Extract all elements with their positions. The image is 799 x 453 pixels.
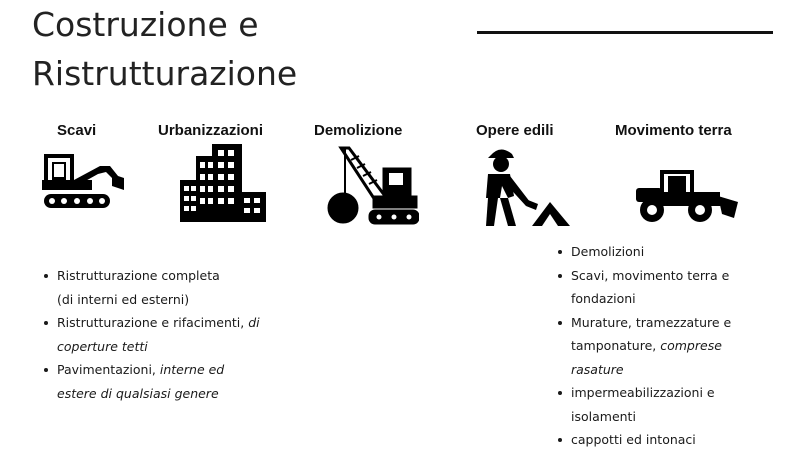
list-item-line: Ristrutturazione completa — [57, 268, 220, 283]
buildings-icon — [178, 142, 268, 224]
list-item-text: Ristrutturazione e rifacimenti, — [57, 315, 249, 330]
list-item — [43, 264, 343, 311]
title-line-1: Costruzione e — [32, 5, 259, 44]
list-item — [557, 311, 789, 382]
excavator-icon — [40, 150, 128, 212]
category-movimento-terra-label: Movimento terra — [615, 122, 732, 139]
category-demolizione-label: Demolizione — [314, 122, 403, 139]
list-item — [43, 358, 343, 405]
list-item-line — [57, 311, 343, 335]
list-item — [557, 240, 789, 264]
list-item — [557, 381, 789, 428]
list-item-italic-text: coperture tetti — [57, 338, 148, 354]
list-item-line: fondazioni — [571, 291, 636, 306]
list-item-line: isolamenti — [571, 408, 636, 424]
left-services-list — [43, 264, 343, 405]
list-item — [43, 311, 343, 358]
list-item-italic-text: rasature — [571, 361, 624, 377]
list-item-text: tamponature, — [571, 338, 661, 353]
list-item — [557, 428, 789, 452]
list-item-line: Scavi, movimento terra e — [571, 267, 730, 283]
wheel-loader-icon — [630, 168, 740, 224]
list-item-italic-text: di — [248, 315, 260, 330]
list-item-line — [571, 334, 789, 358]
title-line-2: Ristrutturazione — [32, 54, 298, 93]
right-services-list — [557, 240, 789, 452]
category-opere-edili-label: Opere edili — [476, 122, 554, 139]
page-title — [32, 0, 297, 98]
list-item-line: Demolizioni — [571, 244, 645, 259]
list-item-italic-text: comprese — [660, 338, 722, 353]
list-item — [557, 264, 789, 311]
list-item-italic-text: estere di qualsiasi genere — [57, 385, 219, 401]
list-item-italic-text: interne ed — [159, 362, 225, 377]
demolition-crane-icon — [327, 146, 419, 226]
list-item-line: Murature, tramezzature e — [571, 314, 732, 330]
list-item-line — [57, 358, 343, 382]
divider-line — [477, 31, 773, 34]
category-scavi-label: Scavi — [57, 122, 97, 139]
category-urbanizzazioni-label: Urbanizzazioni — [158, 122, 264, 139]
list-item-line: impermeabilizzazioni e — [571, 385, 715, 400]
list-item-line: cappotti ed intonaci — [571, 432, 696, 447]
list-item-text: Pavimentazioni, — [57, 362, 160, 377]
list-item-line: (di interni ed esterni) — [57, 291, 190, 307]
construction-worker-icon — [476, 144, 572, 228]
